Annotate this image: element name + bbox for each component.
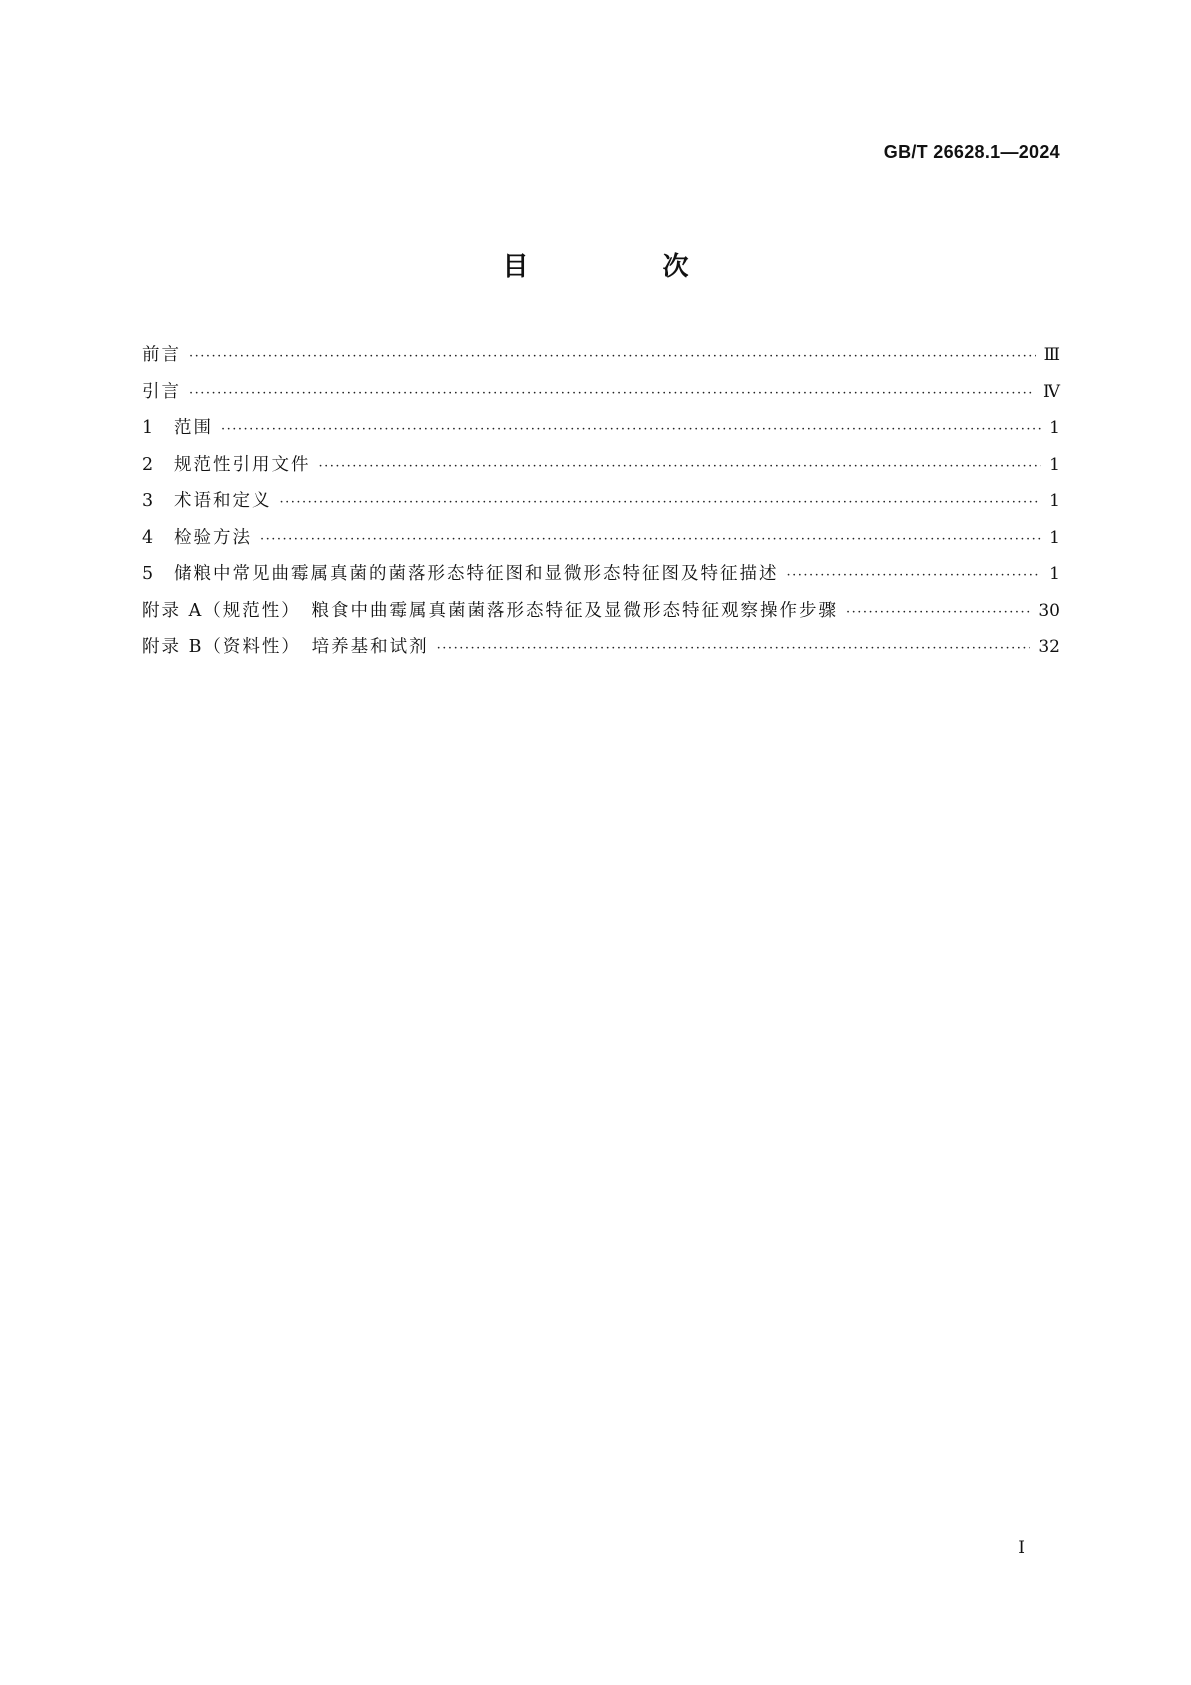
- dot-leader: [189, 386, 1035, 401]
- toc-entry-annex-a[interactable]: [142, 597, 1060, 634]
- toc-entry-number: 3: [142, 491, 154, 511]
- toc-entry-page: 30: [1038, 600, 1060, 621]
- toc-entry-scope[interactable]: [142, 414, 1060, 451]
- toc-entry-number: 4: [142, 527, 154, 548]
- toc-entry-page: 1: [1049, 454, 1060, 475]
- dot-leader: [260, 532, 1041, 547]
- toc-entry-terms-definitions[interactable]: [142, 487, 1060, 524]
- toc-entry-label: 前言: [142, 345, 181, 365]
- toc-entry-page: 32: [1038, 637, 1060, 657]
- toc-entry-page: Ⅳ: [1043, 381, 1060, 402]
- toc-entry-number: 5: [142, 564, 154, 584]
- toc-entry-label: 附录 B（资料性） 培养基和试剂: [142, 637, 429, 657]
- page-title: 目 次: [502, 252, 743, 282]
- toc-entry-page: 1: [1049, 418, 1060, 438]
- toc-entry-page: 1: [1049, 527, 1060, 548]
- toc-entry-label: 范围: [174, 418, 213, 438]
- dot-leader: [319, 459, 1042, 474]
- toc-entry-test-methods[interactable]: [142, 524, 1060, 561]
- toc-entry-morphology-figures[interactable]: [142, 560, 1060, 597]
- dot-leader: [189, 349, 1036, 364]
- standard-number: GB/T 26628.1—2024: [883, 142, 1060, 162]
- dot-leader: [221, 422, 1041, 437]
- toc-entry-label: 规范性引用文件: [174, 454, 311, 475]
- toc-entry-normative-references[interactable]: [142, 451, 1060, 488]
- toc-entry-label: 检验方法: [174, 527, 252, 548]
- toc-entry-page: 1: [1049, 564, 1060, 584]
- toc-entry-page: 1: [1049, 491, 1060, 511]
- toc-entry-label: 储粮中常见曲霉属真菌的菌落形态特征图和显微形态特征图及特征描述: [174, 564, 779, 584]
- toc-entry-label: 引言: [142, 381, 181, 402]
- toc-entry-label: 附录 A（规范性） 粮食中曲霉属真菌菌落形态特征及显微形态特征观察操作步骤: [142, 600, 838, 621]
- toc-entry-annex-b[interactable]: [142, 633, 1060, 670]
- toc-entry-introduction[interactable]: [142, 378, 1060, 415]
- dot-leader: [846, 605, 1030, 620]
- toc-entry-number: 1: [142, 418, 154, 438]
- dot-leader: [787, 568, 1042, 583]
- table-of-contents: [142, 341, 1060, 670]
- dot-leader: [280, 495, 1042, 510]
- toc-entry-number: 2: [142, 454, 154, 475]
- toc-entry-foreword[interactable]: [142, 341, 1060, 378]
- toc-entry-page: Ⅲ: [1043, 345, 1060, 365]
- dot-leader: [437, 641, 1031, 656]
- page-number: Ⅰ: [1018, 1538, 1025, 1558]
- toc-entry-label: 术语和定义: [174, 491, 272, 511]
